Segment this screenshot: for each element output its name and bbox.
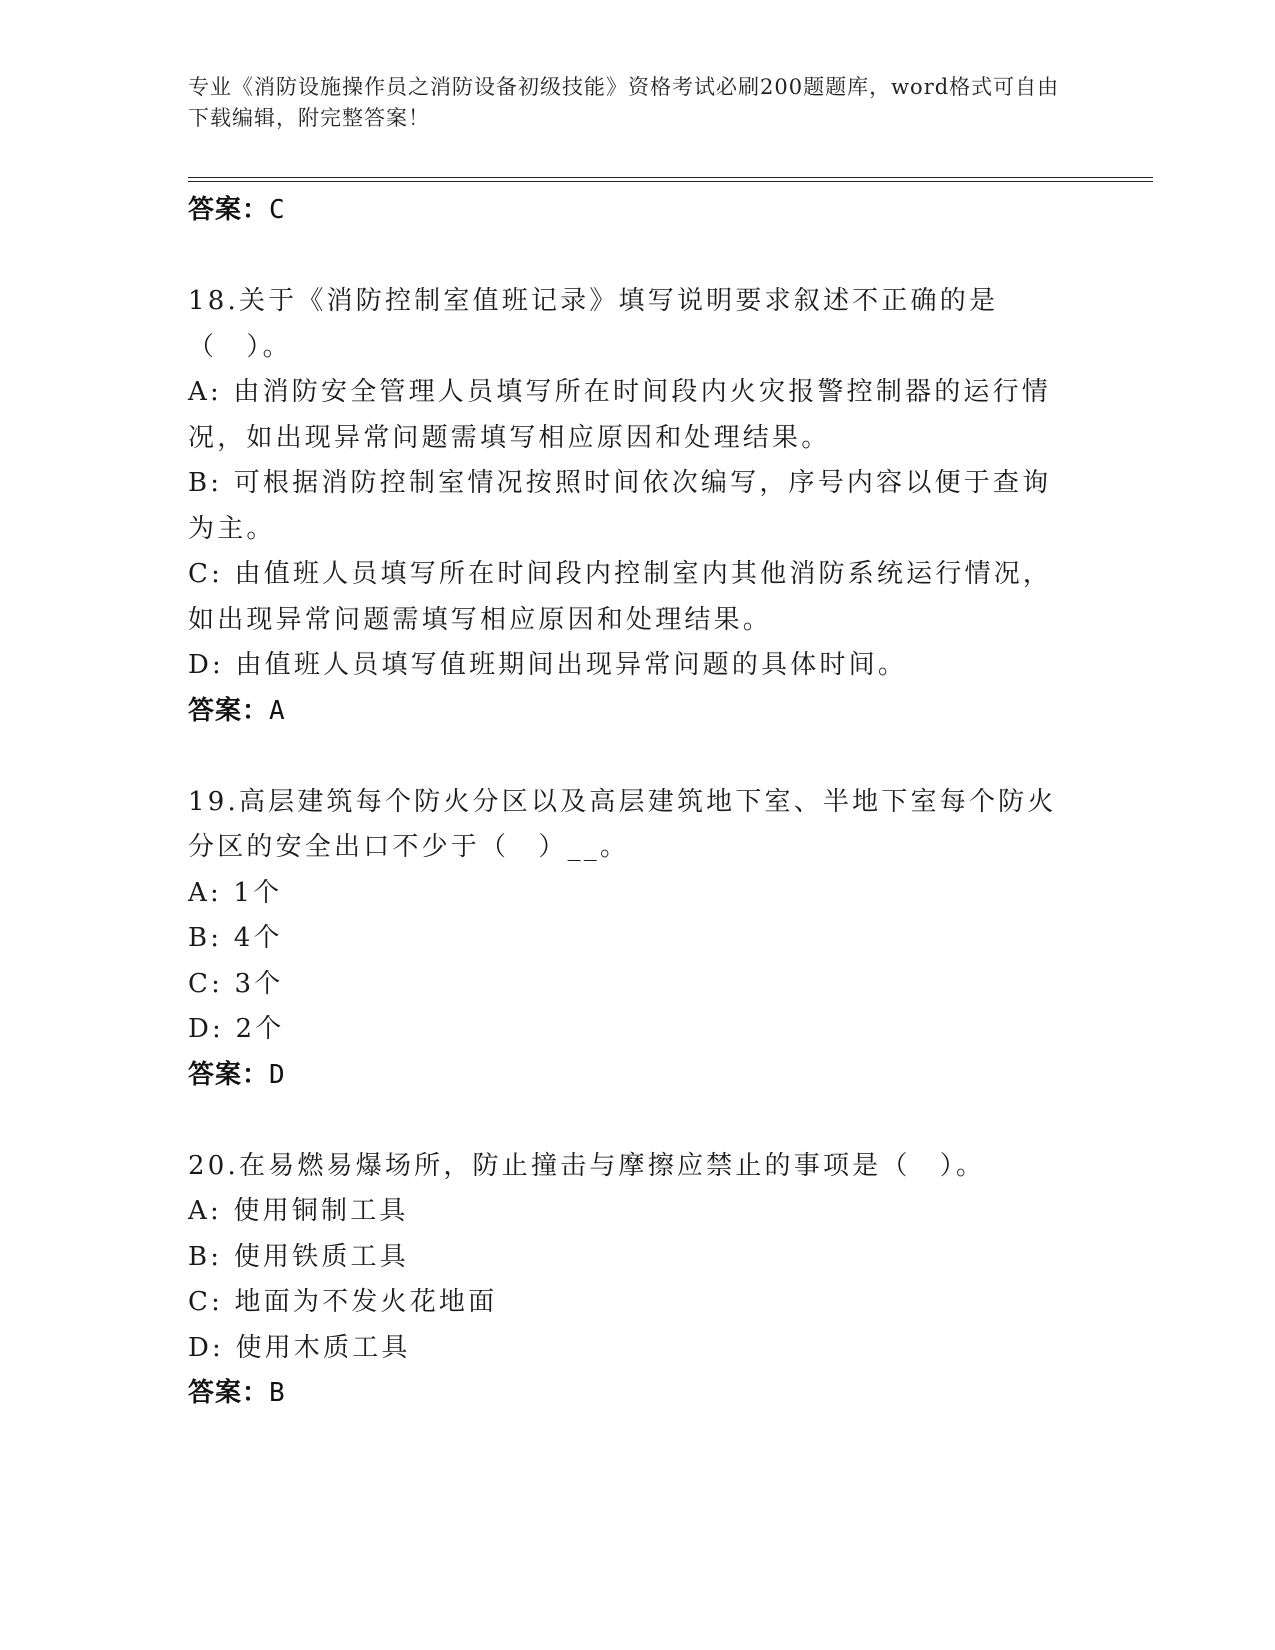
question-block [188,780,1078,1099]
option-b: B: 4个 [188,923,283,953]
question-block [188,279,1078,734]
answer-value: A [269,695,286,726]
header-rule-bottom [188,181,1153,182]
option-c: C: 地面为不发火花地面 [188,1287,498,1317]
answer-label: 答案： [188,195,270,225]
question-block [188,1144,1078,1417]
option-d: D: 使用木质工具 [188,1332,411,1363]
option-d: D: 由值班人员填写值班期间出现异常问题的具体时间。 [188,650,908,680]
option-a: A: 由消防安全管理人员填写所在时间段内火灾报警控制器的运行情况，如出现异常问题需填写相应原因和处理结果。 [188,377,1052,453]
answer-value: B [269,1378,286,1408]
previous-answer [188,188,1078,234]
question-stem: 18.关于《消防控制室值班记录》填写说明要求叙述不正确的是（ ）。 [188,286,999,362]
answer-label: 答案： [188,695,270,726]
question-answer [188,689,1078,735]
option-b: B: 可根据消防控制室情况按照时间依次编写，序号内容以便于查询为主。 [188,468,1052,544]
question-stem: 20.在易燃易爆场所，防止撞击与摩擦应禁止的事项是（ ）。 [188,1150,986,1181]
question-answer [188,1371,1078,1417]
document-header: 专业《消防设施操作员之消防设备初级技能》资格考试必刷200题题库，word格式可自由下载编辑，附完整答案！ [188,75,1060,130]
question-answer [188,1053,1078,1099]
option-a: A: 1个 [188,877,283,908]
option-d: D: 2个 [188,1014,285,1044]
option-c: C: 由值班人员填写所在时间段内控制室内其他消防系统运行情况，如出现异常问题需填写相应原因和处理结果。 [188,559,1053,635]
answer-value: C [269,195,286,225]
question-stem: 19.高层建筑每个防火分区以及高层建筑地下室、半地下室每个防火分区的安全出口不少于（ ）__。 [188,786,1057,862]
answer-label: 答案： [188,1059,270,1090]
answer-value: D [269,1059,286,1090]
option-a: A: 使用铜制工具 [188,1196,409,1226]
header-rule-top [188,177,1153,178]
question-body [188,188,1078,1417]
answer-label: 答案： [188,1378,270,1408]
option-b: B: 使用铁质工具 [188,1241,409,1272]
option-c: C: 3个 [188,968,284,999]
